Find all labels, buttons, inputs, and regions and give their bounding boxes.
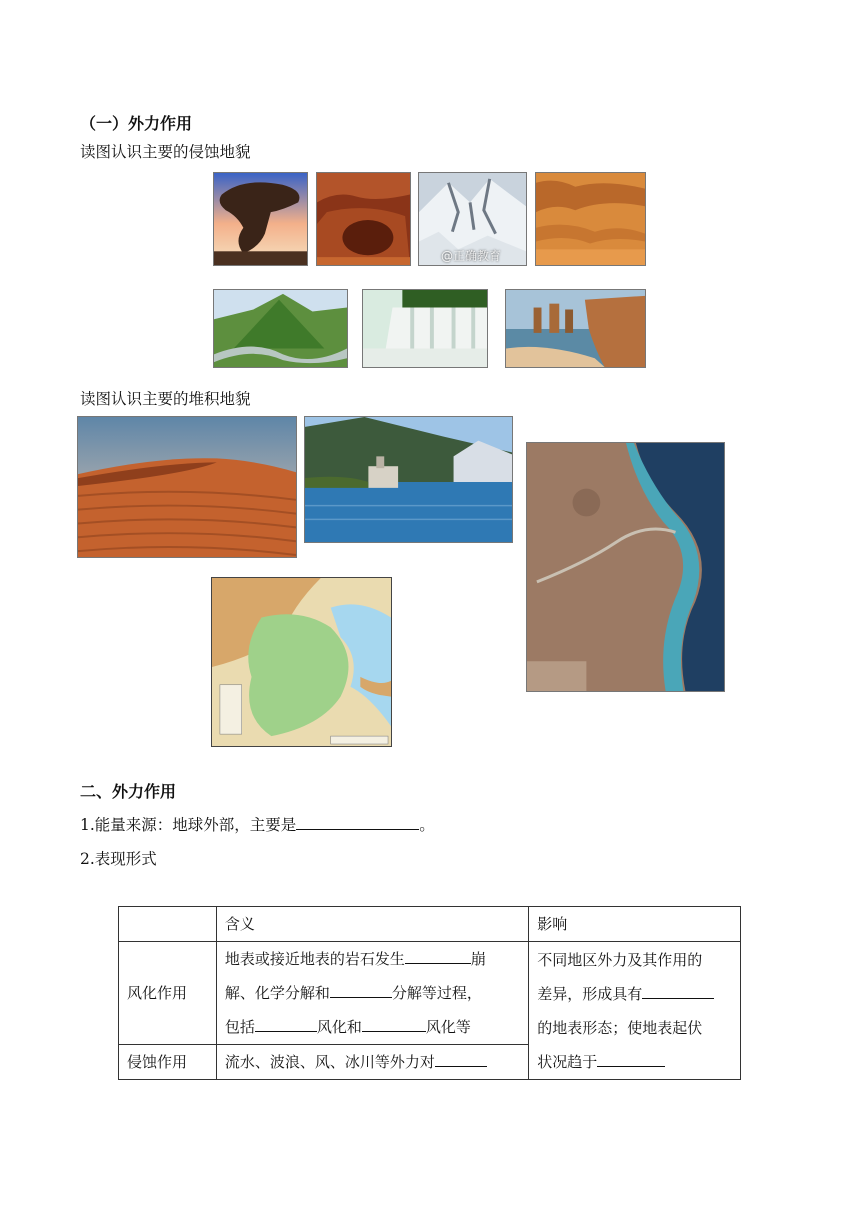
blank	[362, 1016, 426, 1032]
impact-text-2a: 差异，形成具有	[537, 984, 643, 1003]
river-delta-satellite-photo	[526, 442, 725, 692]
deposition-caption: 读图认识主要的堆积地貌	[80, 390, 251, 408]
weathering-meaning	[216, 942, 528, 1045]
waterfall-photo	[362, 289, 488, 368]
glacier-mountain-photo	[418, 172, 527, 266]
blank	[642, 983, 714, 999]
blank	[405, 948, 471, 964]
lake-castle-photo	[304, 416, 513, 543]
river-valley-photo	[213, 289, 348, 368]
blank	[597, 1051, 665, 1067]
impact-text-1: 不同地区外力及其作用的	[537, 950, 703, 969]
weathering-label: 风化作用	[119, 942, 217, 1045]
header-impact: 影响	[529, 907, 741, 942]
weathering-text-3b: 风化和	[316, 1018, 362, 1036]
erosion-caption: 读图认识主要的侵蚀地貌	[80, 143, 251, 161]
section2-title: 二、外力作用	[80, 782, 177, 801]
north-china-plain-map	[211, 577, 392, 747]
canyon-arch-photo	[316, 172, 411, 266]
weathering-text-1b: 崩	[470, 950, 486, 968]
weathering-text-2a: 解、化学分解和	[224, 984, 330, 1002]
impact-text-3: 的地表形态；使地表起伏	[537, 1018, 703, 1037]
impact-text-4a: 状况趋于	[537, 1052, 598, 1071]
energy-source-line	[80, 813, 435, 835]
impact-cell	[529, 942, 741, 1080]
erosion-meaning	[216, 1045, 528, 1080]
forms-label: 2.表现形式	[80, 850, 157, 868]
energy-source-blank	[296, 814, 419, 831]
weathering-text-3a: 包括	[224, 1018, 255, 1036]
weathering-text-2b: 分解等过程，	[391, 984, 482, 1002]
section-title: （一）外力作用	[80, 114, 193, 133]
blank	[255, 1016, 317, 1032]
energy-source-text: 1.能量来源：地球外部，主要是	[80, 816, 297, 834]
energy-source-suffix: 。	[419, 816, 435, 834]
weathering-text-3c: 风化等	[425, 1018, 471, 1036]
watermark-text: @正确教育	[441, 249, 502, 263]
yardang-desert-photo	[535, 172, 646, 266]
header-meaning: 含义	[216, 907, 528, 942]
blank	[435, 1051, 487, 1067]
external-forces-table	[118, 906, 741, 1080]
erosion-text: 流水、波浪、风、冰川等外力对	[224, 1053, 435, 1071]
mushroom-rock-photo	[213, 172, 308, 266]
blank	[330, 982, 392, 998]
sand-dunes-photo	[77, 416, 297, 558]
sea-stacks-coast-photo	[505, 289, 646, 368]
table-header-row	[119, 907, 741, 942]
erosion-label: 侵蚀作用	[119, 1045, 217, 1080]
weathering-text-1a: 地表或接近地表的岩石发生	[224, 950, 405, 968]
header-empty-cell	[119, 907, 217, 942]
table-row-weathering	[119, 942, 741, 1045]
